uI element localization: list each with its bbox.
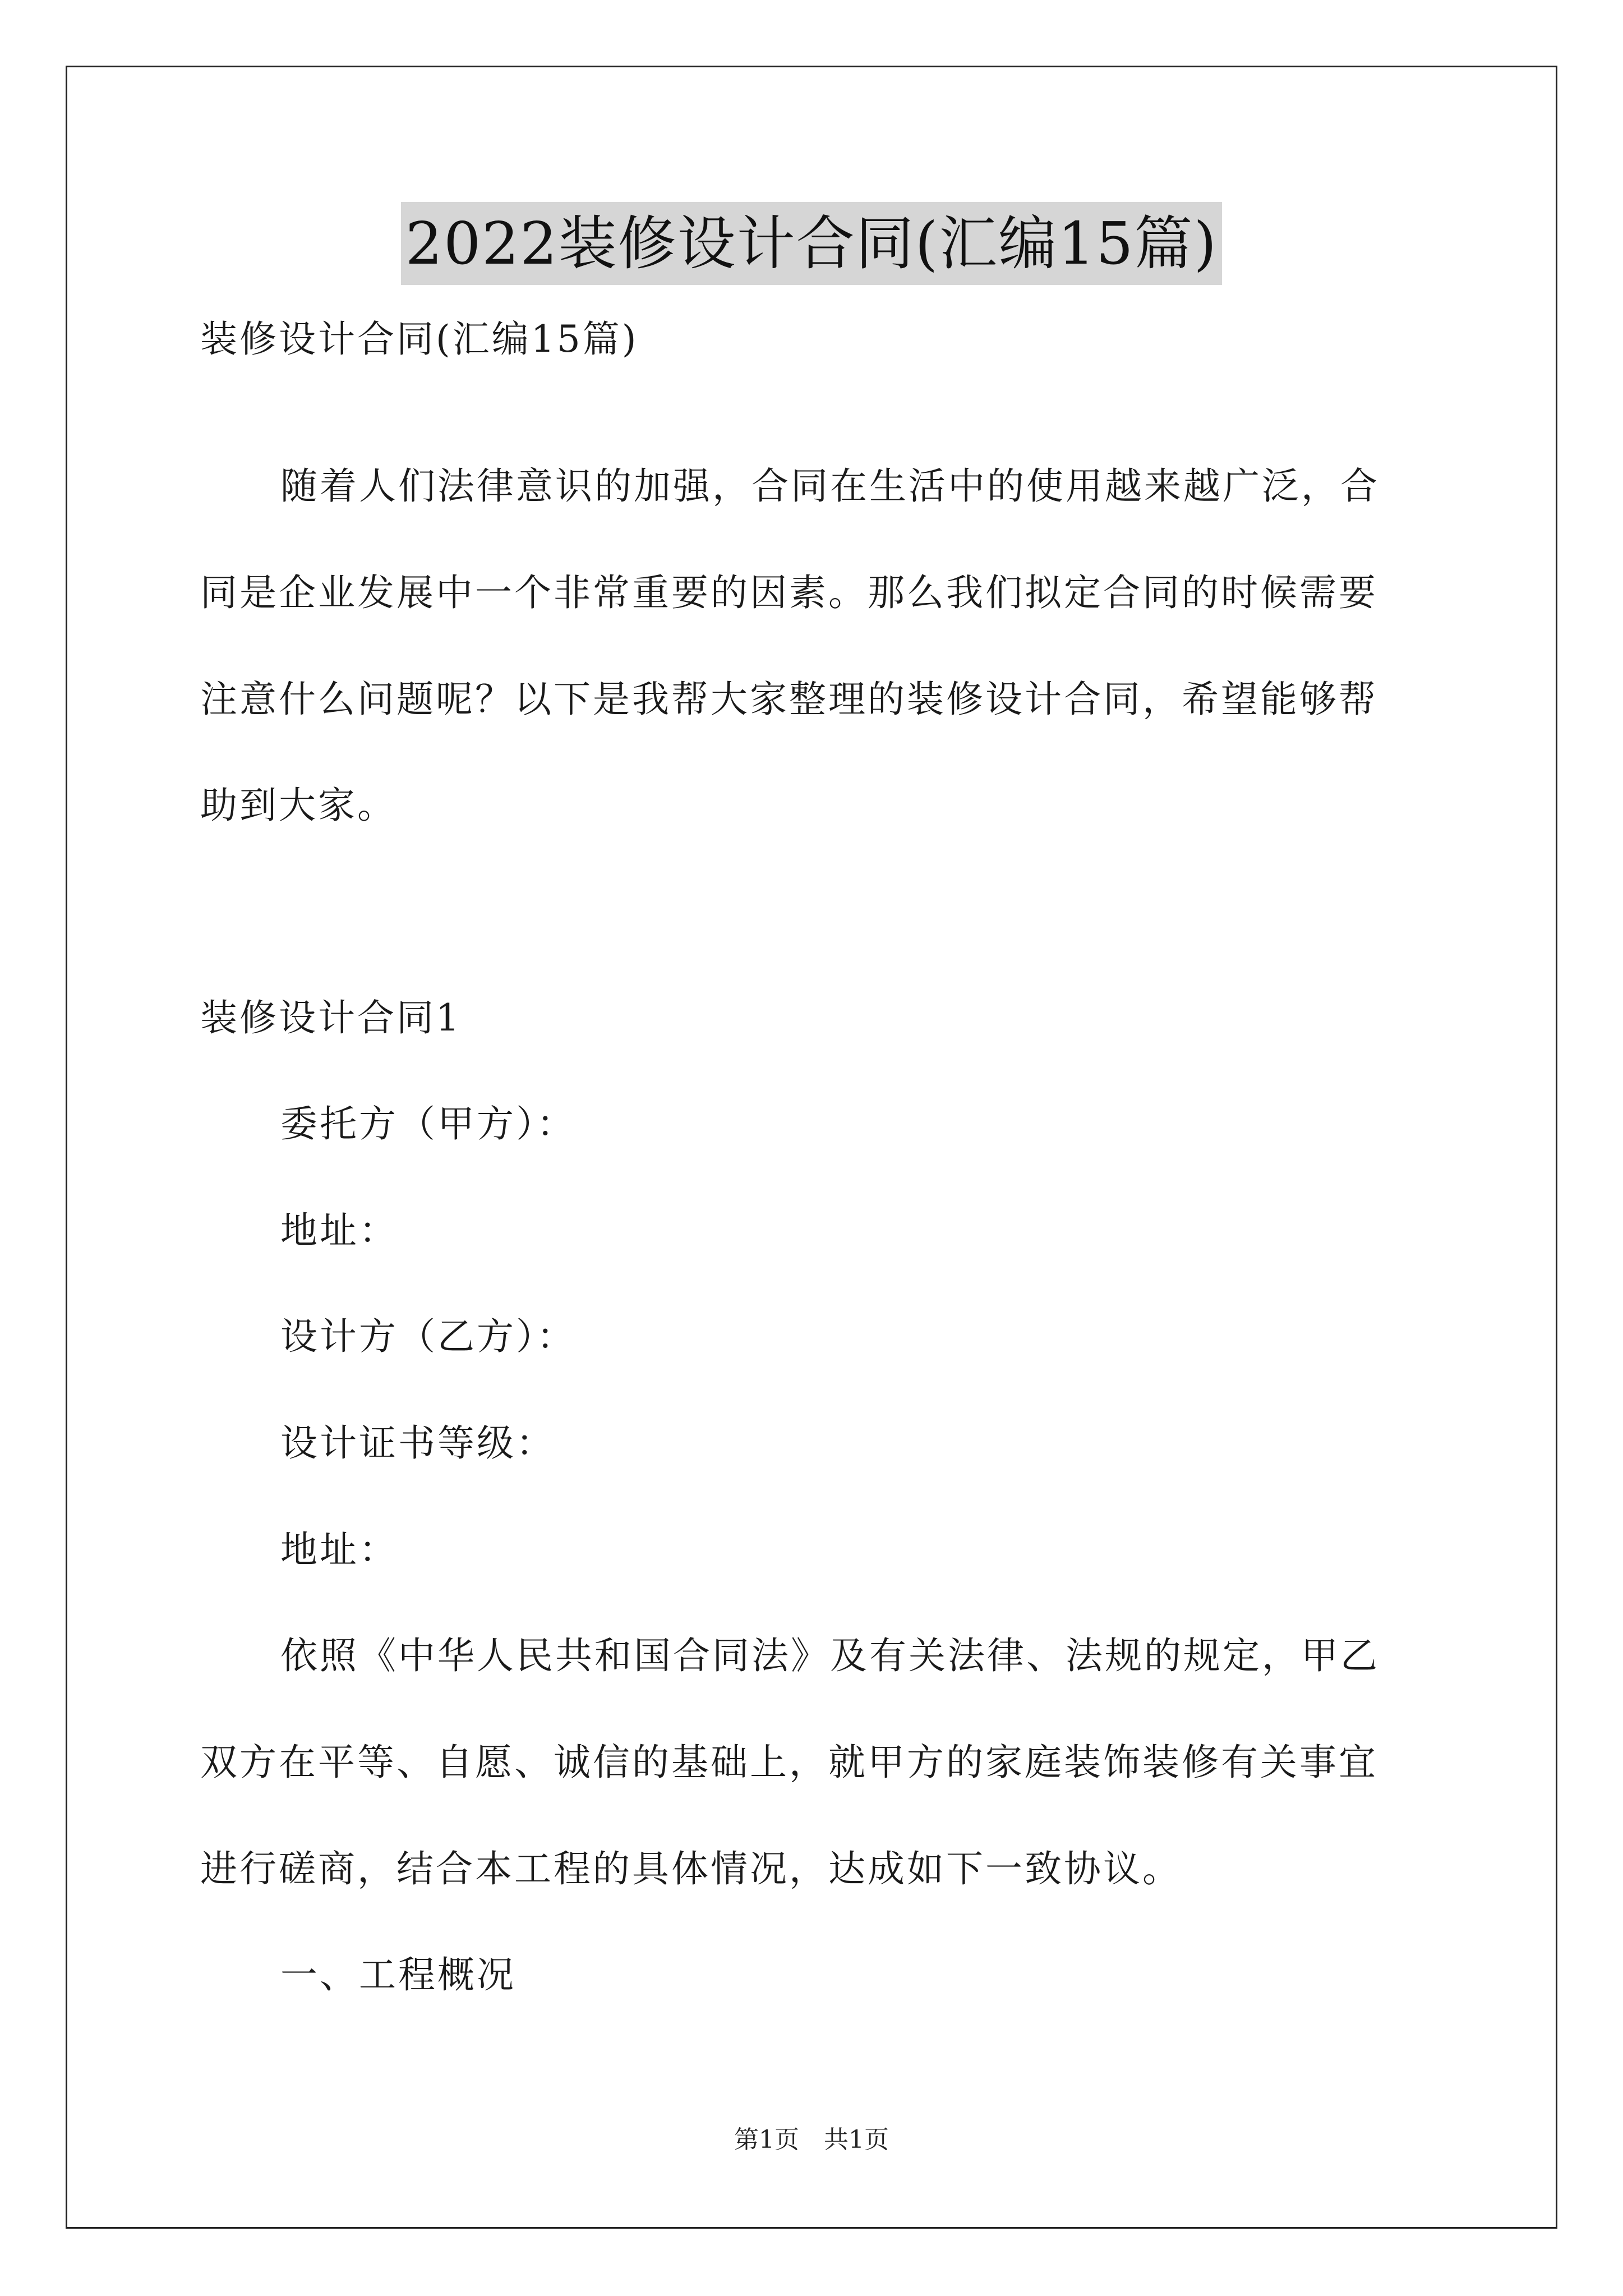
designer-address-field: 地址： [280, 1528, 398, 1571]
page-number: 第1页 共1页 [734, 2125, 889, 2154]
section-title: 装修设计合同1 [200, 996, 462, 1039]
document-subtitle: 装修设计合同(汇编15篇) [200, 318, 639, 361]
clause-heading: 一、工程概况 [280, 1953, 516, 1996]
intro-line-1: 随着人们法律意识的加强，合同在生活中的使用越来越广泛，合 [280, 464, 1380, 508]
intro-line-3: 注意什么问题呢？以下是我帮大家整理的装修设计合同，希望能够帮 [200, 678, 1378, 721]
intro-line-2: 同是企业发展中一个非常重要的因素。那么我们拟定合同的时候需要 [200, 571, 1378, 614]
document-title: 2022装修设计合同(汇编15篇) [401, 202, 1222, 285]
page-border [66, 66, 1557, 2229]
preamble-line-1: 依照《中华人民共和国合同法》及有关法律、法规的规定，甲乙 [280, 1634, 1380, 1677]
certificate-level-field: 设计证书等级： [280, 1421, 555, 1465]
preamble-line-3: 进行磋商，结合本工程的具体情况，达成如下一致协议。 [200, 1847, 1182, 1890]
preamble-line-2: 双方在平等、自愿、诚信的基础上，就甲方的家庭装饰装修有关事宜 [200, 1741, 1378, 1784]
intro-line-4: 助到大家。 [200, 784, 396, 827]
client-field: 委托方（甲方）： [280, 1102, 576, 1145]
designer-field: 设计方（乙方）： [280, 1315, 576, 1358]
client-address-field: 地址： [280, 1209, 398, 1252]
